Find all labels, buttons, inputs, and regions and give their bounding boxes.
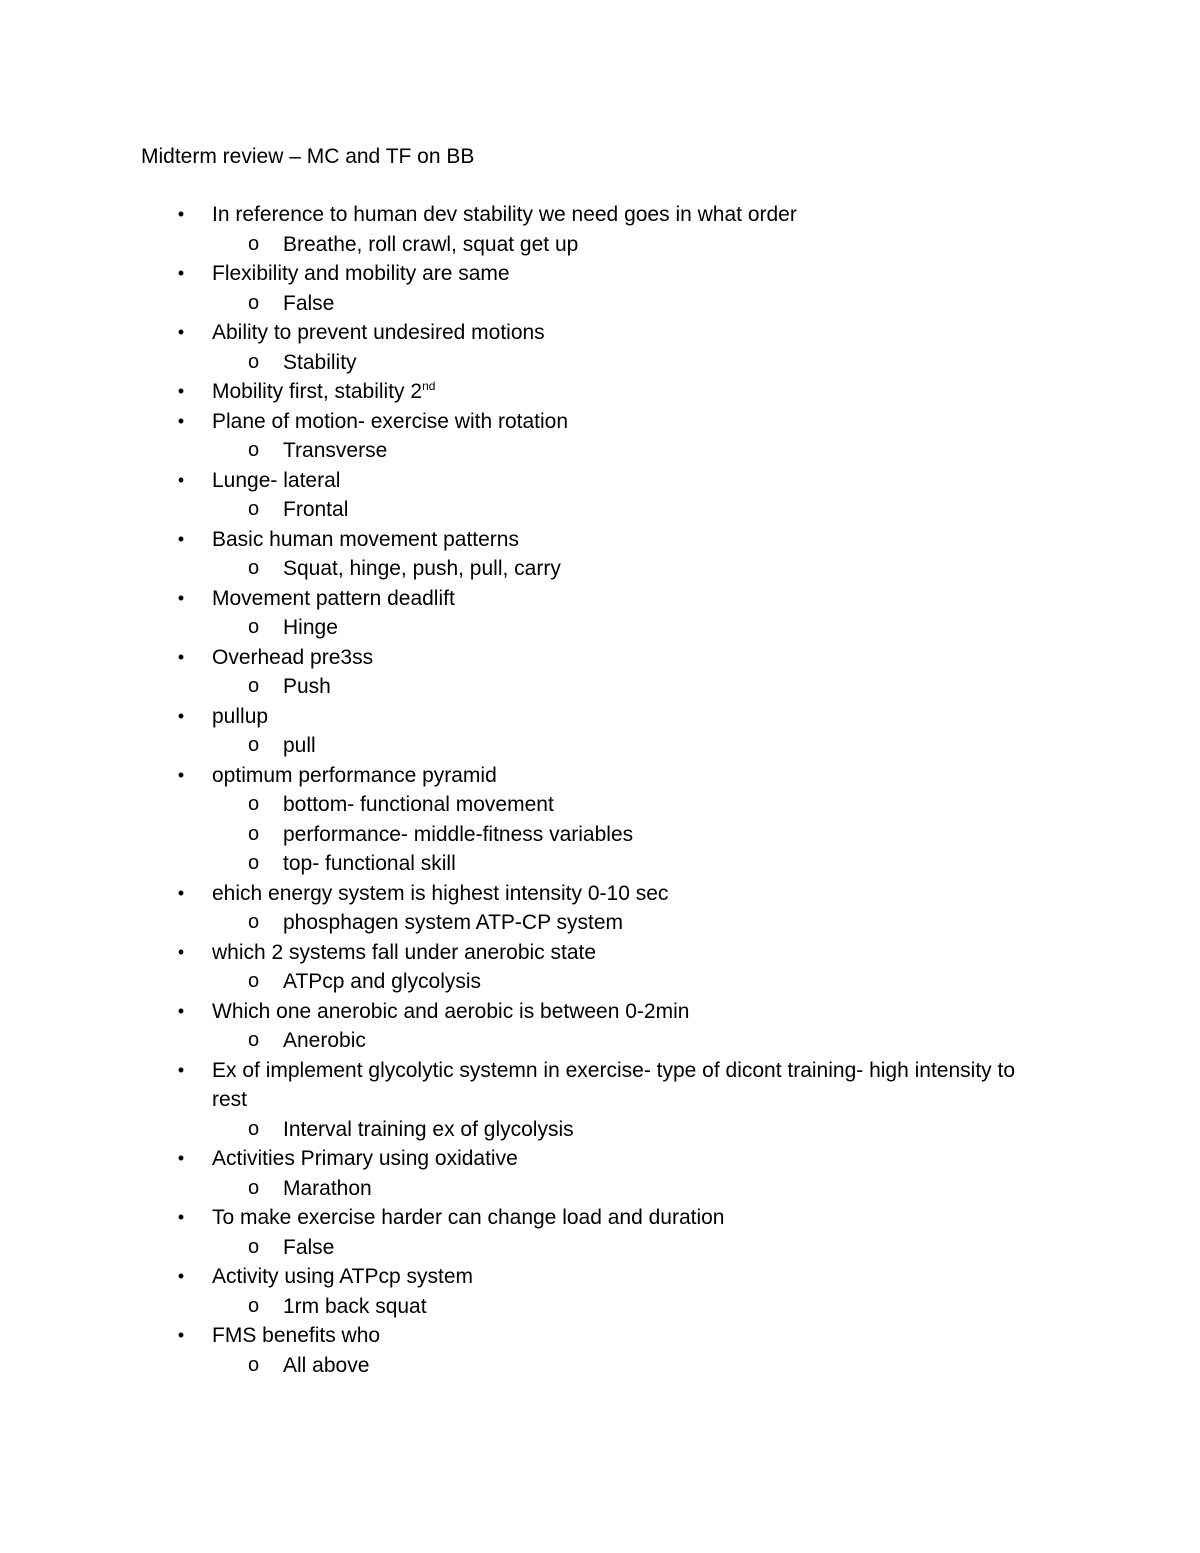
sub-list-item-text: top- functional skill (283, 852, 456, 875)
circle-bullet-icon: o (248, 911, 260, 933)
list-item-text (212, 377, 1052, 407)
bullet-icon: • (177, 381, 185, 401)
list-item (0, 1056, 1200, 1115)
superscript: nd (422, 379, 436, 393)
circle-bullet-icon: o (248, 557, 260, 579)
list-item-text (212, 643, 1052, 673)
list-item (0, 761, 1200, 791)
list-item (0, 643, 1200, 673)
bullet-icon: • (177, 705, 185, 726)
list-item (0, 1203, 1200, 1233)
bullet-icon: • (177, 204, 185, 224)
bullet-icon: • (177, 1325, 185, 1345)
sub-list-item-text: pull (283, 734, 316, 757)
list-item (0, 584, 1200, 614)
sub-list-item-text: phosphagen system ATP-CP system (283, 911, 624, 934)
sub-list-item-text: Transverse (283, 439, 388, 462)
list-item (0, 1321, 1200, 1351)
sub-list-item-text: False (283, 291, 335, 315)
bullet-icon: • (177, 528, 185, 549)
circle-bullet-icon: o (248, 1353, 260, 1376)
list-item-text (212, 938, 1052, 968)
circle-bullet-icon: o (248, 852, 260, 874)
list-item (0, 702, 1200, 732)
sub-list-item (0, 495, 1200, 525)
list-item-text (212, 525, 1052, 555)
sub-list-item (0, 672, 1200, 702)
list-item-text (212, 702, 1052, 732)
list-item-text (212, 200, 1052, 230)
bullet-icon: • (177, 1266, 185, 1286)
list-item-text (212, 1144, 1052, 1174)
bullet-icon: • (177, 1059, 185, 1080)
sub-list-item (0, 731, 1200, 761)
sub-list-item (0, 554, 1200, 584)
list-item (0, 1262, 1200, 1292)
list-item-text (212, 259, 1052, 289)
sub-list-item (0, 436, 1200, 466)
sub-list-item (0, 289, 1200, 319)
list-item-label: In reference to human dev stability we need goes in what order (212, 203, 797, 226)
sub-list-item-text: ATPcp and glycolysis (283, 970, 482, 993)
list-item (0, 318, 1200, 348)
sub-list-item-text: Breathe, roll crawl, squat get up (283, 232, 579, 256)
sub-list-item (0, 1026, 1200, 1056)
circle-bullet-icon: o (248, 1235, 260, 1258)
list-item-label: Ex of implement glycolytic systemn in exercise- type of dicont training- high intensity to rest (212, 1058, 1016, 1111)
sub-list-item-text: Anerobic (283, 1029, 366, 1052)
list-item-label: Mobility first, stability 2 (212, 380, 423, 403)
list-item (0, 938, 1200, 968)
sub-list-item-text: False (283, 1235, 335, 1259)
circle-bullet-icon: o (248, 970, 260, 992)
bullet-icon: • (177, 263, 185, 283)
bullet-icon: • (177, 764, 185, 785)
sub-list-item-text: Frontal (283, 498, 349, 521)
sub-list-item-text: Squat, hinge, push, pull, carry (283, 557, 561, 580)
list-item-label: FMS benefits who (212, 1324, 381, 1347)
sub-list-item-text: Interval training ex of glycolysis (283, 1117, 574, 1141)
circle-bullet-icon: o (248, 734, 260, 756)
list-item-label: which 2 systems fall under anerobic state (212, 940, 597, 964)
bullet-icon: • (177, 410, 185, 431)
sub-list-item (0, 849, 1200, 879)
circle-bullet-icon: o (248, 1176, 260, 1199)
sub-list-item (0, 1292, 1200, 1322)
circle-bullet-icon: o (248, 1117, 260, 1140)
list-item (0, 200, 1200, 230)
list-item-text (212, 879, 1052, 909)
list-item (0, 1144, 1200, 1174)
circle-bullet-icon: o (248, 350, 260, 373)
sub-list-item (0, 1115, 1200, 1145)
sub-list-item (0, 908, 1200, 938)
document-title: Midterm review – MC and TF on BB (141, 145, 475, 168)
review-list (0, 200, 1200, 1380)
circle-bullet-icon: o (248, 675, 260, 697)
circle-bullet-icon: o (248, 291, 260, 314)
list-item (0, 525, 1200, 555)
list-item-label: Overhead pre3ss (212, 645, 374, 669)
list-item-text (212, 318, 1052, 348)
list-item-label: Which one anerobic and aerobic is between 0-2min (212, 999, 690, 1023)
bullet-icon: • (177, 469, 185, 490)
list-item-text (212, 466, 1052, 496)
sub-list-item (0, 1351, 1200, 1381)
sub-list-item-text: Push (283, 675, 331, 698)
sub-list-item (0, 1174, 1200, 1204)
sub-list-item (0, 967, 1200, 997)
sub-list-item-text: Stability (283, 350, 357, 374)
sub-list-item-text: Marathon (283, 1176, 372, 1200)
list-item-label: Flexibility and mobility are same (212, 262, 510, 285)
sub-list-item-text: performance- middle-fitness variables (283, 822, 634, 846)
sub-list-item-text: bottom- functional movement (283, 793, 554, 816)
sub-list-item (0, 820, 1200, 850)
circle-bullet-icon: o (248, 616, 260, 638)
circle-bullet-icon: o (248, 1294, 260, 1317)
list-item-label: Lunge- lateral (212, 468, 341, 492)
sub-list-item-text: All above (283, 1353, 370, 1377)
bullet-icon: • (177, 1148, 185, 1168)
list-item-label: Activity using ATPcp system (212, 1265, 474, 1288)
bullet-icon: • (177, 1207, 185, 1227)
circle-bullet-icon: o (248, 232, 260, 255)
list-item-text (212, 761, 1052, 791)
circle-bullet-icon: o (248, 822, 260, 845)
list-item-text (212, 1056, 1052, 1115)
bullet-icon: • (177, 646, 185, 667)
list-item-label: Ability to prevent undesired motions (212, 321, 545, 344)
list-item (0, 997, 1200, 1027)
list-item-label: optimum performance pyramid (212, 763, 497, 787)
circle-bullet-icon: o (248, 793, 260, 815)
bullet-icon: • (177, 322, 185, 342)
list-item-text (212, 1203, 1052, 1233)
list-item (0, 377, 1200, 407)
list-item (0, 407, 1200, 437)
list-item-label: Plane of motion- exercise with rotation (212, 409, 569, 433)
sub-list-item (0, 613, 1200, 643)
list-item-label: Movement pattern deadlift (212, 586, 455, 610)
circle-bullet-icon: o (248, 498, 260, 520)
list-item-label: Basic human movement patterns (212, 527, 519, 551)
circle-bullet-icon: o (248, 1029, 260, 1051)
bullet-icon: • (177, 587, 185, 608)
list-item (0, 879, 1200, 909)
list-item-label: To make exercise harder can change load and duration (212, 1206, 725, 1229)
list-item-text (212, 584, 1052, 614)
bullet-icon: • (177, 882, 185, 903)
list-item-text (212, 997, 1052, 1027)
sub-list-item (0, 1233, 1200, 1263)
list-item (0, 466, 1200, 496)
list-item-text (212, 407, 1052, 437)
circle-bullet-icon: o (248, 439, 260, 461)
list-item-label: Activities Primary using oxidative (212, 1147, 518, 1170)
list-item-label: ehich energy system is highest intensity 0-10 sec (212, 881, 669, 905)
bullet-icon: • (177, 1000, 185, 1021)
sub-list-item (0, 790, 1200, 820)
sub-list-item (0, 348, 1200, 378)
sub-list-item-text: Hinge (283, 616, 338, 639)
sub-list-item (0, 230, 1200, 260)
bullet-icon: • (177, 941, 185, 962)
list-item-text (212, 1262, 1052, 1292)
list-item-label: pullup (212, 704, 269, 728)
sub-list-item-text: 1rm back squat (283, 1294, 427, 1318)
list-item (0, 259, 1200, 289)
list-item-text (212, 1321, 1052, 1351)
